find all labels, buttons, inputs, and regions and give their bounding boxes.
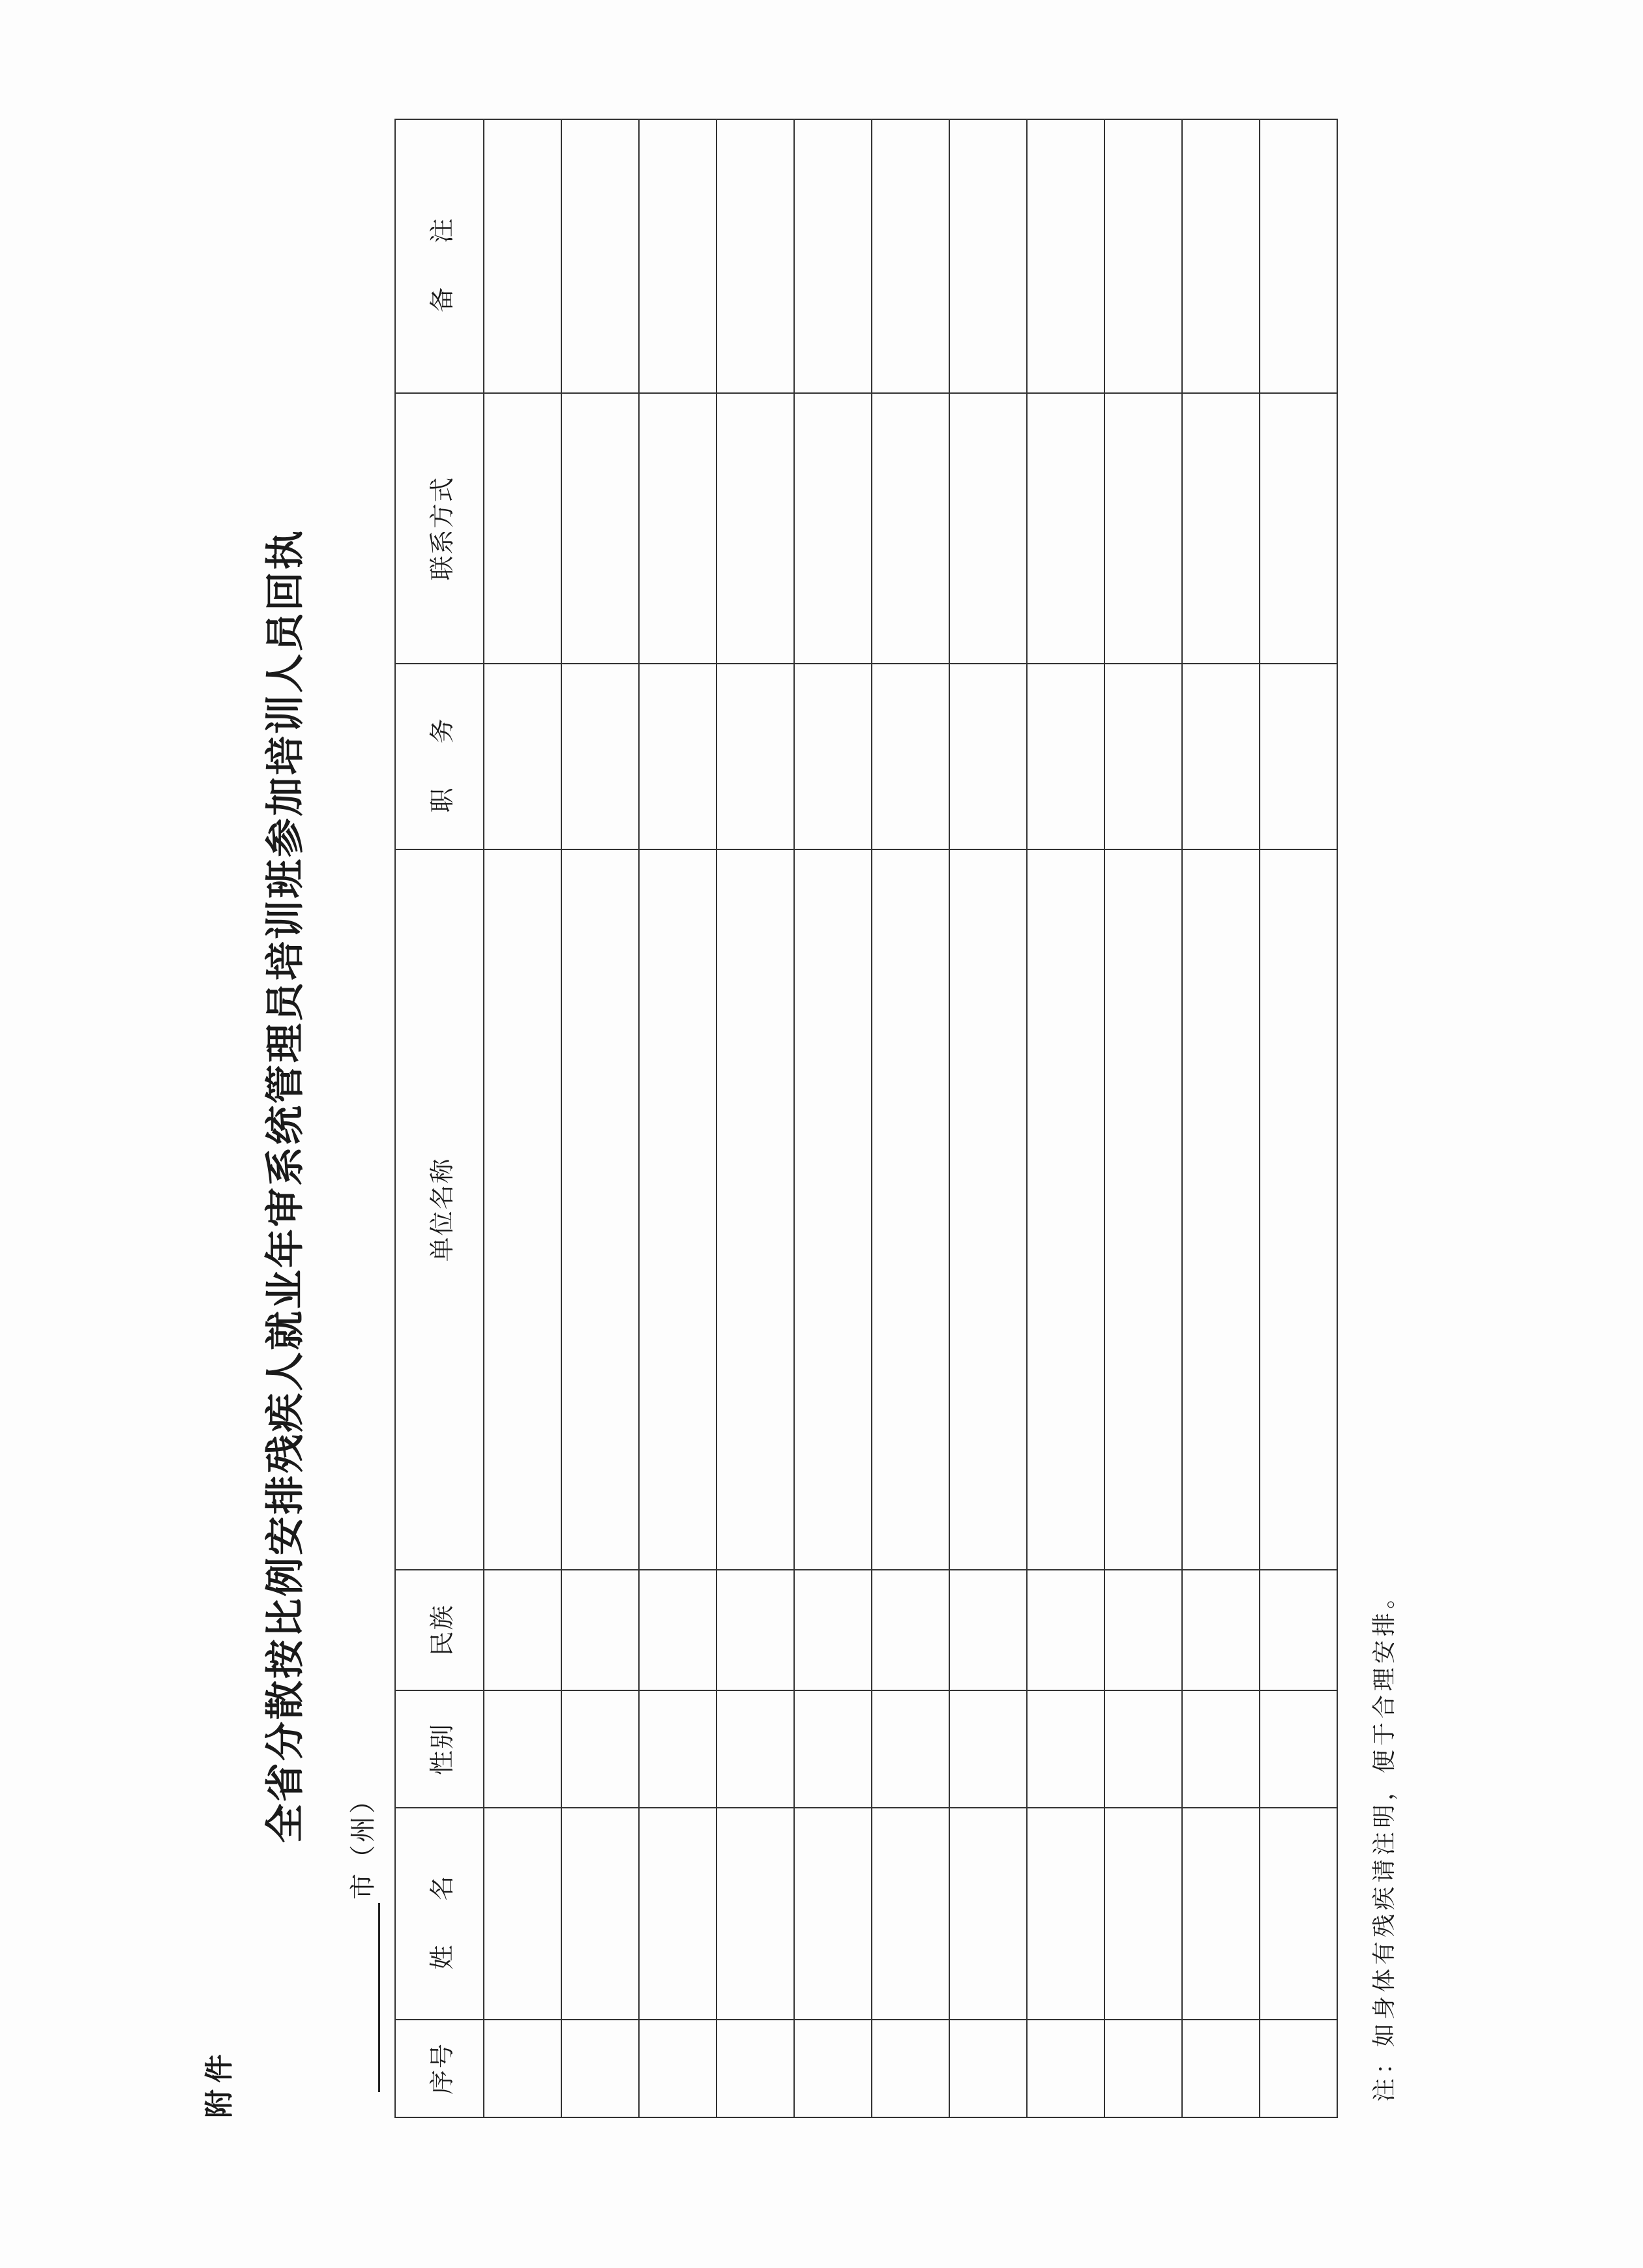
empty-cell — [484, 1690, 561, 1808]
empty-cell — [794, 1690, 872, 1808]
empty-cell — [639, 2020, 717, 2117]
empty-cell — [1182, 393, 1260, 664]
empty-cell — [1027, 1690, 1104, 1808]
roster-body — [484, 119, 1337, 2117]
empty-cell — [561, 119, 639, 393]
empty-cell — [1027, 1570, 1104, 1690]
empty-cell — [949, 1570, 1027, 1690]
empty-cell — [1260, 664, 1337, 849]
empty-cell — [639, 1690, 717, 1808]
empty-cell — [1104, 1570, 1182, 1690]
empty-cell — [1260, 849, 1337, 1570]
empty-cell — [794, 2020, 872, 2117]
empty-cell — [794, 119, 872, 393]
document-title: 全省分散按比例安排残疾人就业年审系统管理员培训班参加培训人员回执 — [263, 529, 308, 1843]
header-gender: 性别 — [395, 1690, 484, 1808]
empty-cell — [1027, 849, 1104, 1570]
empty-cell — [561, 2020, 639, 2117]
empty-cell — [872, 664, 949, 849]
empty-cell — [794, 393, 872, 664]
empty-cell — [1260, 2020, 1337, 2117]
empty-cell — [1027, 2020, 1104, 2117]
empty-cell — [1027, 1808, 1104, 2020]
table-row — [1260, 119, 1337, 2117]
city-blank-line — [346, 1903, 380, 2092]
table-row — [1104, 119, 1182, 2117]
table-row — [949, 119, 1027, 2117]
empty-cell — [484, 1808, 561, 2020]
empty-cell — [639, 393, 717, 664]
empty-cell — [1260, 119, 1337, 393]
empty-cell — [1027, 119, 1104, 393]
empty-cell — [561, 664, 639, 849]
attachment-label: 附件 — [203, 2048, 236, 2118]
empty-cell — [717, 849, 794, 1570]
table-row — [484, 119, 561, 2117]
empty-cell — [639, 1808, 717, 2020]
header-position: 职 务 — [395, 664, 484, 849]
empty-cell — [561, 1690, 639, 1808]
empty-cell — [1182, 664, 1260, 849]
empty-cell — [717, 1808, 794, 2020]
empty-cell — [1104, 393, 1182, 664]
empty-cell — [1182, 2020, 1260, 2117]
table-row — [639, 119, 717, 2117]
empty-cell — [717, 664, 794, 849]
table-row — [1027, 119, 1104, 2117]
table-row — [1182, 119, 1260, 2117]
table-row — [561, 119, 639, 2117]
empty-cell — [1104, 1808, 1182, 2020]
empty-cell — [1182, 1570, 1260, 1690]
empty-cell — [639, 1570, 717, 1690]
empty-cell — [794, 1808, 872, 2020]
empty-cell — [1104, 849, 1182, 1570]
empty-cell — [1260, 1690, 1337, 1808]
empty-cell — [561, 393, 639, 664]
empty-cell — [1182, 1690, 1260, 1808]
empty-cell — [1182, 849, 1260, 1570]
empty-cell — [949, 664, 1027, 849]
empty-cell — [561, 1808, 639, 2020]
empty-cell — [484, 664, 561, 849]
empty-cell — [872, 2020, 949, 2117]
empty-cell — [1104, 1690, 1182, 1808]
empty-cell — [872, 1570, 949, 1690]
empty-cell — [1182, 119, 1260, 393]
empty-cell — [561, 1570, 639, 1690]
empty-cell — [1104, 664, 1182, 849]
empty-cell — [639, 664, 717, 849]
empty-cell — [639, 849, 717, 1570]
table-row — [717, 119, 794, 2117]
empty-cell — [639, 119, 717, 393]
header-name: 姓 名 — [395, 1808, 484, 2020]
empty-cell — [872, 119, 949, 393]
empty-cell — [484, 119, 561, 393]
empty-cell — [949, 119, 1027, 393]
empty-cell — [794, 849, 872, 1570]
header-ethnicity: 民族 — [395, 1570, 484, 1690]
empty-cell — [561, 849, 639, 1570]
header-remarks: 备 注 — [395, 119, 484, 393]
empty-cell — [949, 1808, 1027, 2020]
city-label: 市（州） — [348, 1785, 378, 1900]
header-index: 序号 — [395, 2020, 484, 2117]
empty-cell — [717, 1690, 794, 1808]
empty-cell — [1027, 664, 1104, 849]
empty-cell — [484, 849, 561, 1570]
empty-cell — [872, 1690, 949, 1808]
empty-cell — [1260, 1570, 1337, 1690]
empty-cell — [949, 2020, 1027, 2117]
empty-cell — [1104, 2020, 1182, 2117]
empty-cell — [872, 393, 949, 664]
empty-cell — [949, 1690, 1027, 1808]
header-organization: 单位名称 — [395, 849, 484, 1570]
table-row — [872, 119, 949, 2117]
table-row — [794, 119, 872, 2117]
empty-cell — [1027, 393, 1104, 664]
empty-cell — [717, 119, 794, 393]
empty-cell — [794, 664, 872, 849]
empty-cell — [484, 393, 561, 664]
footnote: 注：如身体有残疾请注明，便于合理安排。 — [1371, 1581, 1398, 2102]
empty-cell — [1260, 1808, 1337, 2020]
empty-cell — [794, 1570, 872, 1690]
empty-cell — [717, 1570, 794, 1690]
roster-table — [394, 119, 1338, 2118]
empty-cell — [872, 1808, 949, 2020]
empty-cell — [872, 849, 949, 1570]
empty-cell — [717, 393, 794, 664]
empty-cell — [717, 2020, 794, 2117]
table-header-row — [395, 119, 484, 2117]
empty-cell — [484, 2020, 561, 2117]
empty-cell — [949, 849, 1027, 1570]
empty-cell — [484, 1570, 561, 1690]
empty-cell — [1104, 119, 1182, 393]
empty-cell — [1182, 1808, 1260, 2020]
header-contact: 联系方式 — [395, 393, 484, 664]
empty-cell — [949, 393, 1027, 664]
empty-cell — [1260, 393, 1337, 664]
